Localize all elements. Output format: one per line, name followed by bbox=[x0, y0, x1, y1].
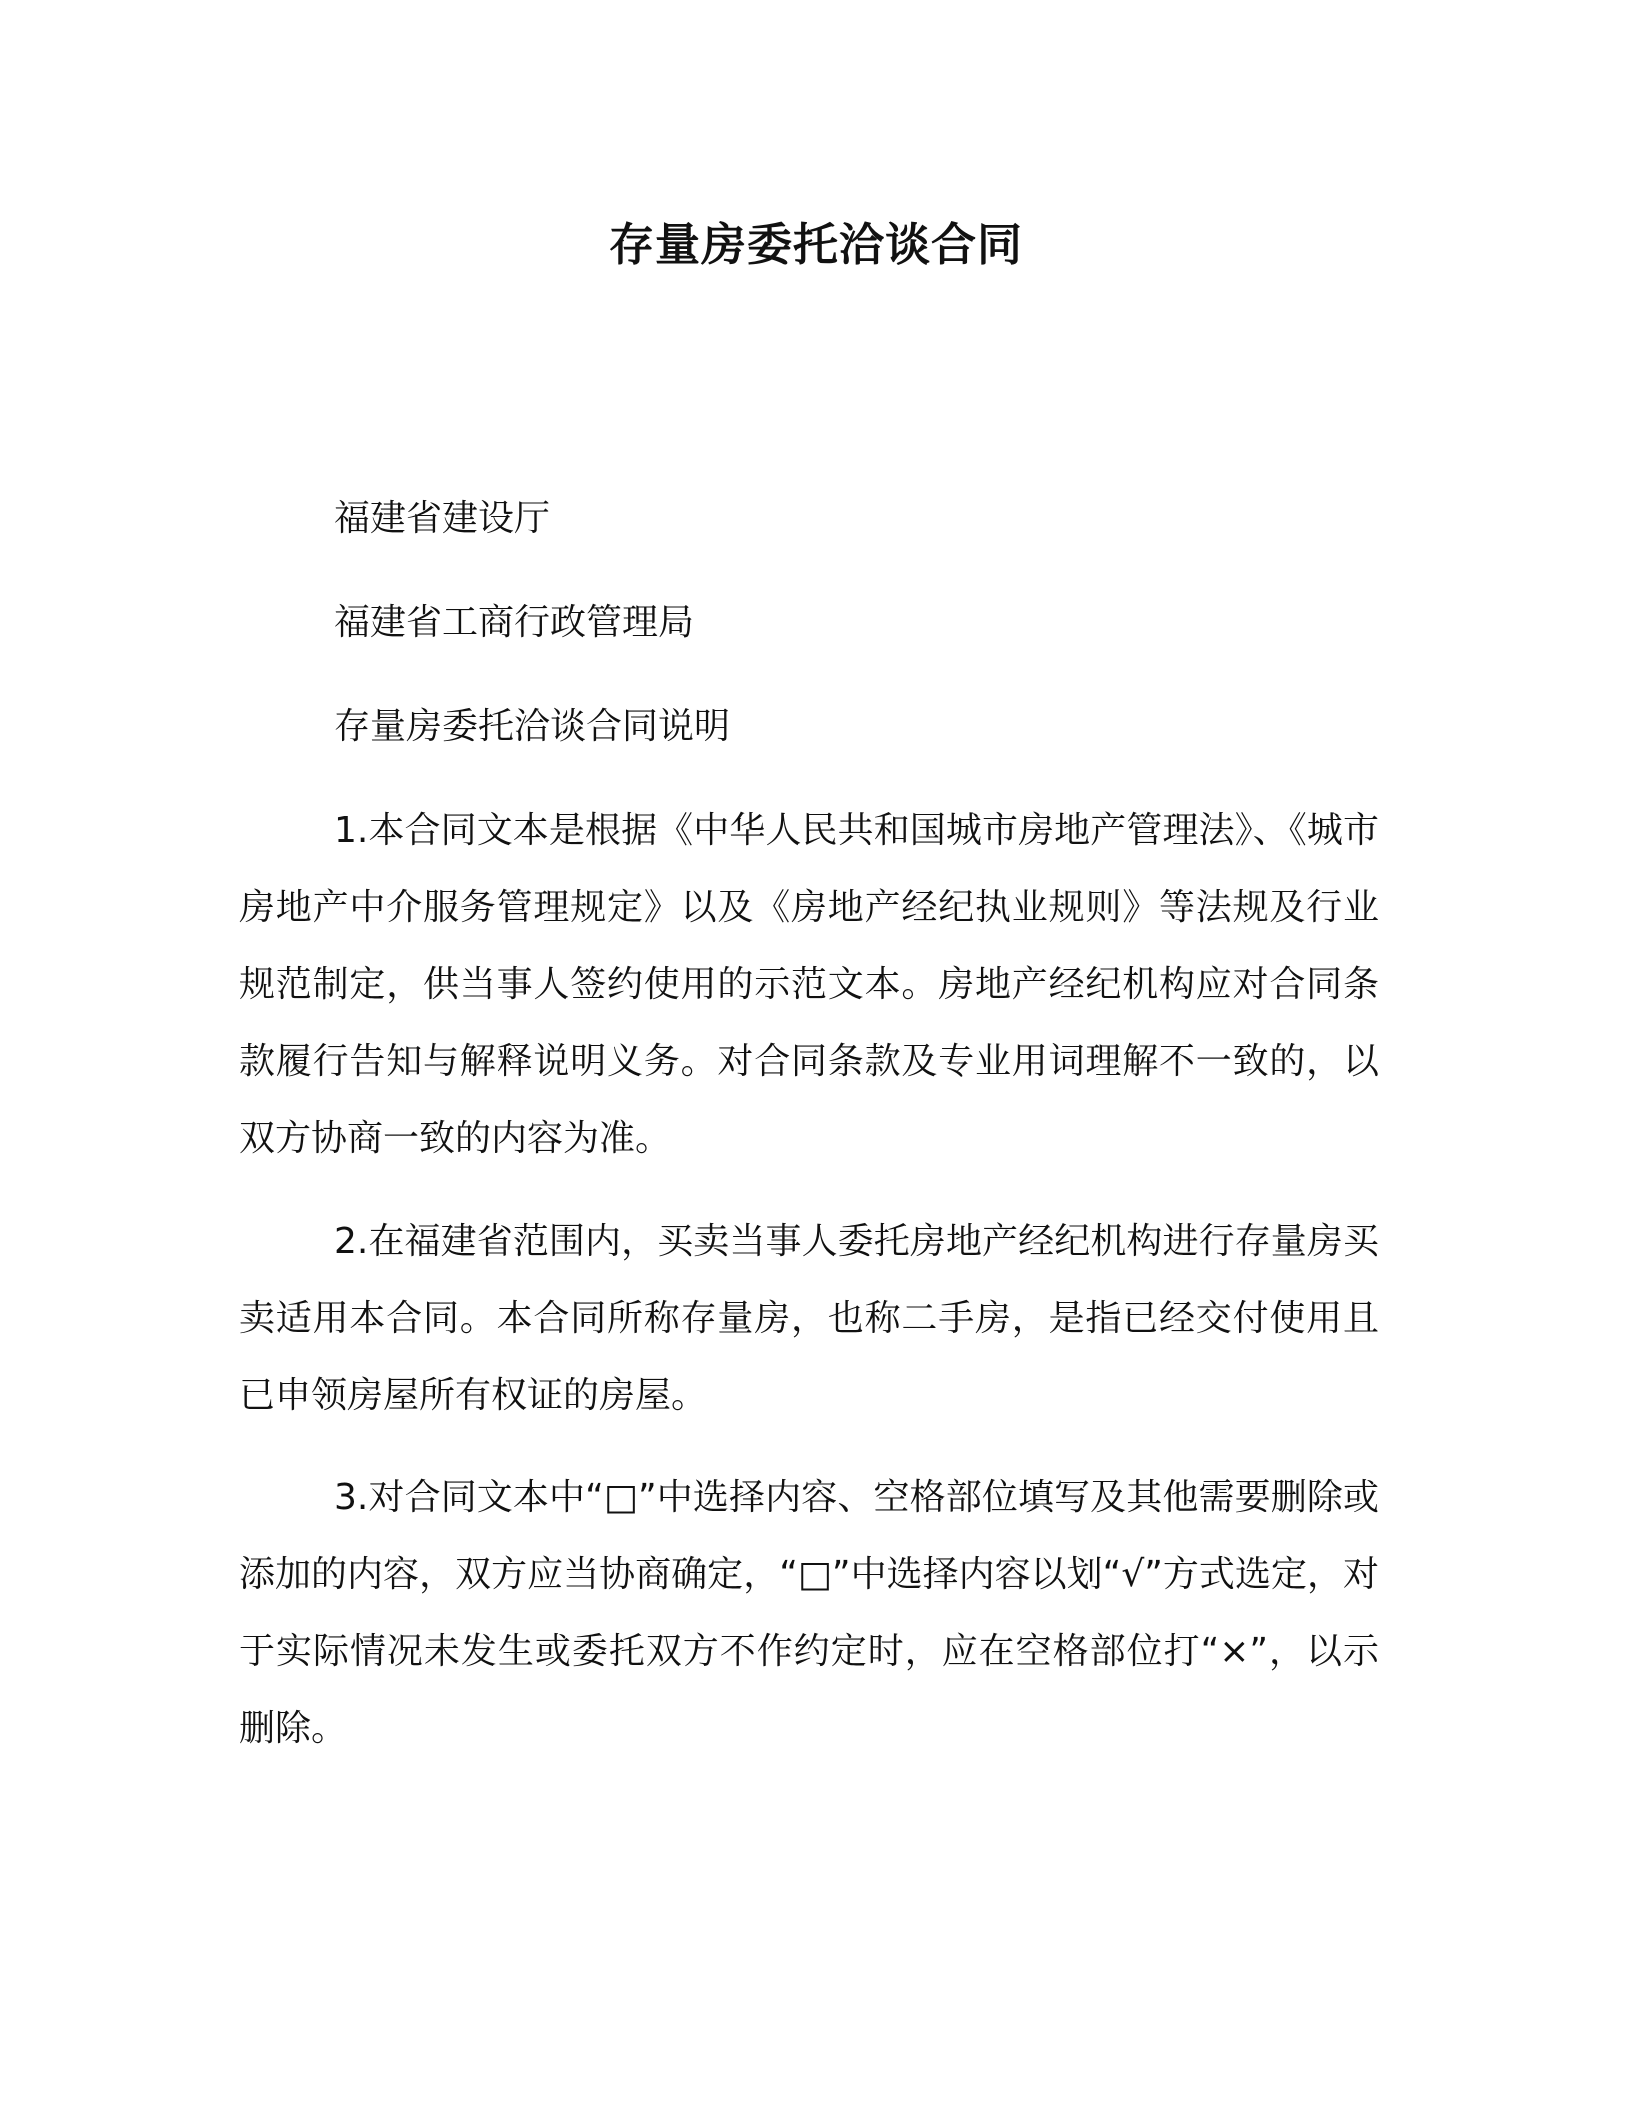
notes-heading: 存量房委托洽谈合同说明 bbox=[334, 706, 731, 747]
paragraph-2: 2.在福建省范围内，买卖当事人委托房地产经纪机构进行存量房买卖适用本合同。本合同所称存量房，也称二手房，是指已经交付使用且已申领房屋所有权证的房屋。 bbox=[239, 1221, 1379, 1416]
document-title: 存量房委托洽谈合同 bbox=[608, 218, 1023, 271]
paragraph-1: 1.本合同文本是根据《中华人民共和国城市房地产管理法》、《城市房地产中介服务管理规定》以及《房地产经纪执业规则》等法规及行业规范制定，供当事人签约使用的示范文本。房地产经纪机构应对合同条款履行告知与解释说明义务。对合同条款及专业用词理解不一致的，以双方协商一致的内容为准。 bbox=[239, 810, 1379, 1159]
issuer-line-2: 福建省工商行政管理局 bbox=[334, 602, 695, 643]
issuer-line-1: 福建省建设厅 bbox=[334, 498, 551, 539]
paragraph-3: 3.对合同文本中“□”中选择内容、空格部位填写及其他需要删除或添加的内容，双方应当协商确定，“□”中选择内容以划“√”方式选定，对于实际情况未发生或委托双方不作约定时，应在空格部位打“×”，以示删除。 bbox=[239, 1477, 1379, 1749]
